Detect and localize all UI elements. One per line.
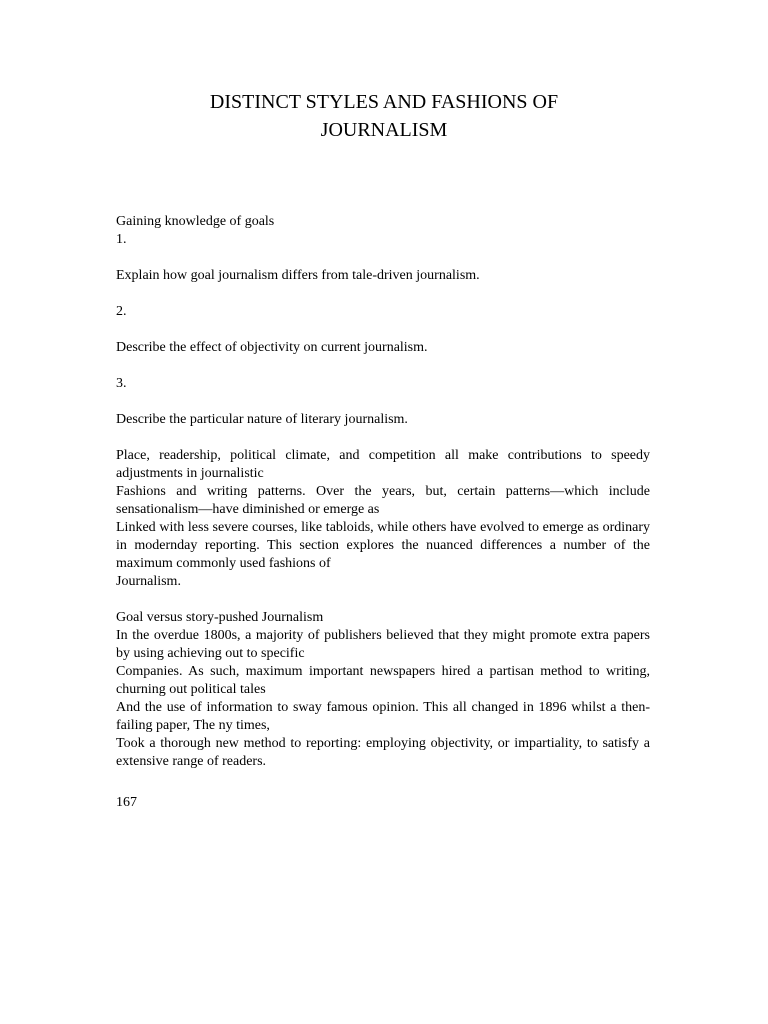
intro-paragraph: Fashions and writing patterns. Over the years, but, certain patterns—which include sensationalism—have diminished or emerge as <box>116 484 650 517</box>
goal-text: Describe the effect of objectivity on current journalism. <box>116 340 428 355</box>
intro-paragraph: Linked with less severe courses, like tabloids, while others have evolved to emerge as ordinary in modernday reporting. This section explores the nuanced differences a number of the maximum commonly used fashions of <box>116 520 650 571</box>
section-paragraph: Companies. As such, maximum important newspapers hired a partisan method to writing, churning out political tales <box>116 664 650 697</box>
goals-heading: Gaining knowledge of goals <box>116 214 275 229</box>
section-paragraph: Took a thorough new method to reporting: employing objectivity, or impartiality, to satisfy a extensive range of readers. <box>116 736 650 769</box>
goal-number: 1. <box>116 232 127 247</box>
goal-text: Describe the particular nature of literary journalism. <box>116 412 408 427</box>
title-line-2: JOURNALISM <box>320 119 448 141</box>
page-title <box>118 88 650 144</box>
section-heading: Goal versus story-pushed Journalism <box>116 610 324 625</box>
title-line-1: DISTINCT STYLES AND FASHIONS OF <box>209 91 559 113</box>
goal-text: Explain how goal journalism differs from tale-driven journalism. <box>116 268 480 283</box>
intro-paragraph: Journalism. <box>116 574 181 589</box>
section-paragraph: And the use of information to sway famous opinion. This all changed in 1896 whilst a then-failing paper, The ny times, <box>116 700 650 733</box>
intro-paragraph: Place, readership, political climate, and competition all make contributions to speedy adjustments in journalistic <box>116 448 650 481</box>
document-body <box>116 213 650 771</box>
goal-number: 3. <box>116 376 127 391</box>
section-paragraph: In the overdue 1800s, a majority of publishers believed that they might promote extra papers by using achieving out to specific <box>116 628 650 661</box>
goal-number: 2. <box>116 304 127 319</box>
page-number: 167 <box>116 795 137 810</box>
